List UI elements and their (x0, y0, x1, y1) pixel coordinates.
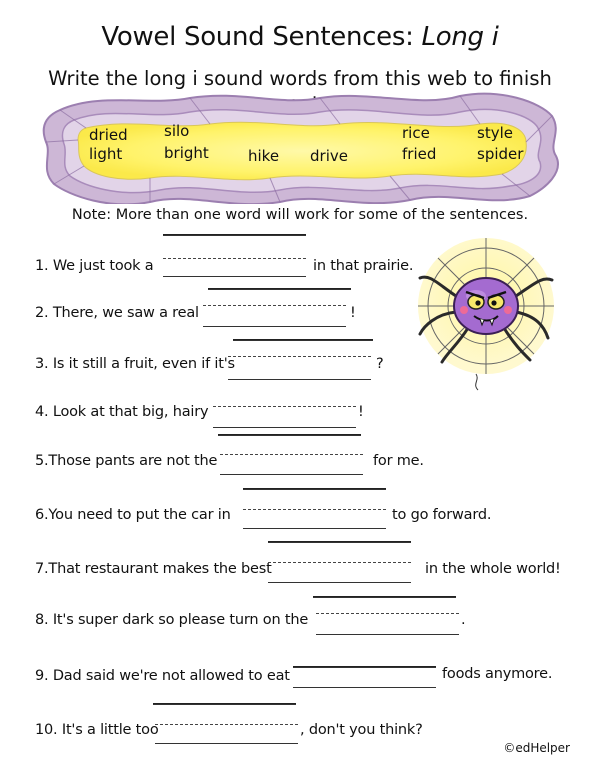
note: Note: More than one word will work for some of the sentences. (71, 207, 529, 223)
word-bank-item: bright (164, 144, 209, 162)
sentence-10-after: , don't you think? (300, 722, 423, 738)
sentence-2-after: ! (350, 305, 356, 321)
answer-guide-line (268, 541, 411, 543)
sentence-10-before: 10. It's a little too (35, 722, 159, 738)
answer-blank-3[interactable] (228, 356, 371, 380)
answer-blank-6[interactable] (243, 509, 386, 529)
answer-guide-line (208, 288, 351, 290)
spider-icon (398, 234, 573, 394)
answer-blank-7[interactable] (268, 562, 411, 583)
word-bank-item: dried (89, 126, 128, 144)
word-bank-item: style (477, 124, 513, 142)
answer-blank-9[interactable] (293, 687, 436, 688)
sentence-1-before: 1. We just took a (35, 258, 154, 274)
word-bank-item: hike (248, 147, 280, 165)
instructions-line-1: Write the long i sound words from this web to finish (48, 67, 552, 90)
sentence-6-after: to go forward. (392, 507, 492, 523)
sentence-9-before: 9. Dad said we're not allowed to eat (35, 668, 290, 684)
sentence-9-after: foods anymore. (442, 666, 553, 682)
word-bank-item: rice (402, 124, 430, 142)
sentence-7-after: in the whole world! (425, 561, 561, 577)
answer-blank-10[interactable] (155, 724, 298, 744)
page-title (0, 22, 600, 52)
answer-guide-line (313, 596, 456, 598)
spider-illustration (398, 234, 573, 394)
sentence-6-before: 6.You need to put the car in (35, 507, 231, 523)
sentence-3-before: 3. Is it still a fruit, even if it's (35, 356, 235, 372)
title-italic: Long i (421, 22, 499, 52)
answer-guide-line (233, 339, 373, 341)
word-bank-web (40, 92, 560, 204)
word-bank-item: drive (310, 147, 348, 165)
sentence-7-before: 7.That restaurant makes the best (35, 561, 272, 577)
answer-guide-line (153, 703, 296, 705)
sentence-8-before: 8. It's super dark so please turn on the (35, 612, 309, 628)
word-bank-item: fried (402, 145, 437, 163)
sentence-8-after: . (461, 612, 466, 628)
answer-blank-2[interactable] (203, 305, 346, 327)
word-bank-item: spider (477, 145, 524, 163)
word-bank-item: silo (164, 122, 190, 140)
sentence-2-before: 2. There, we saw a real (35, 305, 199, 321)
sentence-4-before: 4. Look at that big, hairy (35, 404, 209, 420)
sentence-5-after: for me. (373, 453, 424, 469)
sentence-5-before: 5.Those pants are not the (35, 453, 218, 469)
answer-blank-8[interactable] (316, 613, 459, 635)
answer-guide-line (243, 488, 386, 490)
sentence-3-after: ? (376, 356, 384, 372)
answer-guide-line (218, 434, 361, 436)
answer-blank-1[interactable] (163, 258, 306, 277)
answer-blank-5[interactable] (220, 454, 363, 475)
answer-guide-line (163, 234, 306, 236)
copyright-mark: ©edHelper (503, 741, 570, 755)
answer-blank-4[interactable] (213, 406, 356, 428)
title-main: Vowel Sound Sentences: (101, 22, 422, 52)
answer-guide-line (293, 666, 436, 668)
sentence-4-after: ! (358, 404, 364, 420)
sentence-1-after: in that prairie. (313, 258, 414, 274)
word-bank-item: light (89, 145, 123, 163)
